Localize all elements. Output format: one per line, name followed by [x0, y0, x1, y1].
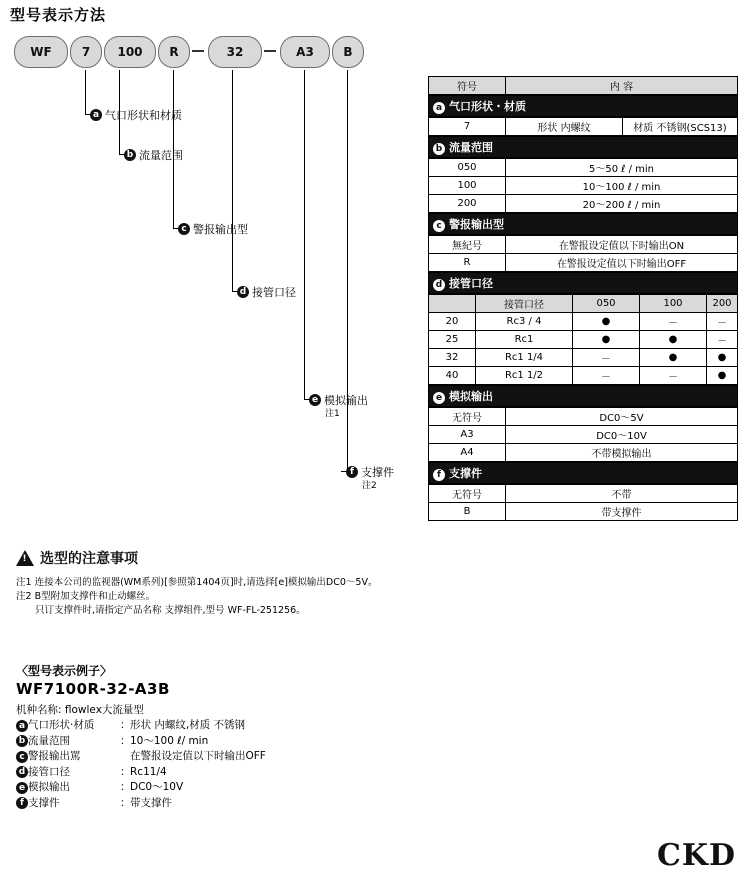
caution-heading: [16, 548, 138, 568]
cell-symbol: 32: [429, 349, 476, 367]
cell-200: ●: [707, 367, 738, 385]
table-bracket: [428, 484, 738, 521]
example-label: 模拟输出: [28, 781, 70, 793]
example-value: Rc11/4: [130, 765, 167, 778]
example-code: WF7100R-32-A3B: [16, 680, 170, 698]
leader-line-f: [347, 70, 348, 471]
cell-100: －: [640, 313, 707, 331]
example-label: 支撑件: [28, 796, 60, 809]
leader-line-d: [232, 70, 233, 291]
example-title: 〈型号表示例子〉: [16, 664, 113, 678]
cell-symbol: A4: [429, 444, 506, 462]
code-box-c[interactable]: R: [158, 36, 190, 68]
callout-d: [237, 284, 296, 300]
cell-value: 在警报设定值以下时输出ON: [506, 236, 738, 254]
cell-050: ●: [573, 331, 640, 349]
table-row: [429, 159, 738, 177]
cell-symbol: 25: [429, 331, 476, 349]
table-pipe-diameter: [428, 294, 738, 385]
callout-e-label: 模拟输出: [324, 394, 368, 407]
code-box-b[interactable]: 100: [104, 36, 156, 68]
example-sep: ：: [120, 765, 131, 778]
callout-b: [124, 147, 183, 163]
example-sep: ：: [120, 719, 131, 731]
cell-symbol: R: [429, 254, 506, 272]
section-band-c: [428, 213, 738, 235]
example-label: 警报输出駡: [28, 750, 81, 762]
cell-100: ●: [640, 331, 707, 349]
example-row-a: [16, 718, 266, 734]
cell-value: 不带模拟输出: [506, 444, 738, 462]
table-flow-range: [428, 158, 738, 213]
table-row: [429, 118, 738, 136]
example-value: DC0～10V: [130, 781, 184, 793]
section-title-c: 警报输出型: [449, 218, 504, 231]
table-row: [429, 408, 738, 426]
cell-100: －: [640, 367, 707, 385]
cell-value: 带支撑件: [506, 503, 738, 521]
cell-200: ●: [707, 349, 738, 367]
cell-symbol: 050: [429, 159, 506, 177]
section-title-d: 接管口径: [449, 277, 493, 290]
example-value: 形状 内螺纹,材质 不锈钢: [130, 719, 246, 731]
bullet-a-ex: a: [16, 720, 28, 732]
cell-symbol: 100: [429, 177, 506, 195]
code-box-e[interactable]: A3: [280, 36, 330, 68]
example-list: [16, 718, 266, 811]
callout-a: [90, 107, 182, 123]
table-row: [429, 349, 738, 367]
section-title-b: 流量范围: [449, 141, 493, 154]
example-model-name: 机种名称: flowlex大流量型: [16, 704, 144, 716]
bullet-a-band: a: [433, 102, 445, 114]
bullet-d: d: [237, 286, 249, 298]
table-analog-output: [428, 407, 738, 462]
cell-050: －: [573, 367, 640, 385]
cell-material: 材质 不锈钢(SCS13): [623, 118, 738, 136]
cell-head-blank: [429, 295, 476, 313]
cell-symbol: B: [429, 503, 506, 521]
bullet-e: e: [309, 394, 321, 406]
cell-diameter: Rc1 1/2: [476, 367, 573, 385]
spec-header-symbol: 符号: [429, 77, 506, 95]
bullet-f: f: [346, 466, 358, 478]
callout-c-label: 警报输出型: [193, 223, 248, 236]
example-sep: ：: [120, 781, 131, 793]
cell-diameter: Rc1: [476, 331, 573, 349]
example-value: 10～100 ℓ/ min: [130, 734, 209, 747]
section-band-e: [428, 385, 738, 407]
callout-a-label: 气口形状和材质: [105, 109, 182, 122]
example-row-d: [16, 765, 266, 781]
bullet-c-ex: c: [16, 751, 28, 763]
bullet-d-band: d: [433, 279, 445, 291]
cell-diameter: Rc3 / 4: [476, 313, 573, 331]
table-row: [429, 236, 738, 254]
cell-diameter: Rc1 1/4: [476, 349, 573, 367]
spec-tables: [428, 76, 738, 521]
section-band-b: [428, 136, 738, 158]
cell-200: －: [707, 313, 738, 331]
dash-separator-1: [192, 50, 204, 52]
table-row: [429, 177, 738, 195]
dash-separator-2: [264, 50, 276, 52]
example-value: 带支撑件: [130, 796, 172, 809]
leader-line-a: [85, 70, 86, 114]
example-sep: ：: [120, 796, 131, 809]
warning-icon: [16, 550, 34, 566]
cell-value: 5～50 ℓ / min: [506, 159, 738, 177]
callout-e-note: 注1: [325, 409, 340, 419]
bullet-e-band: e: [433, 392, 445, 404]
cell-050: －: [573, 349, 640, 367]
table-port-shape: [428, 117, 738, 136]
bullet-a: a: [90, 109, 102, 121]
example-row-b: [16, 734, 266, 750]
example-label: 气口形状·材质: [28, 719, 95, 731]
page-title: 型号表示方法: [10, 6, 107, 24]
table-row: [429, 195, 738, 213]
bullet-b-ex: b: [16, 735, 28, 747]
cell-symbol: 7: [429, 118, 506, 136]
example-row-e: [16, 780, 266, 796]
leader-line-e: [304, 70, 305, 399]
cell-head-200: 200: [707, 295, 738, 313]
cell-symbol: 200: [429, 195, 506, 213]
example-value: 在警报设定值以下时输出OFF: [130, 750, 266, 762]
bullet-b: b: [124, 149, 136, 161]
table-alarm-output: [428, 235, 738, 272]
cell-symbol: 无符号: [429, 408, 506, 426]
cell-head-diameter: 接管口径: [476, 295, 573, 313]
callout-d-label: 接管口径: [252, 286, 296, 299]
section-band-f: [428, 462, 738, 484]
code-box-a[interactable]: 7: [70, 36, 102, 68]
table-row: [429, 426, 738, 444]
callout-c: [178, 221, 248, 237]
code-box-f[interactable]: B: [332, 36, 364, 68]
table-row: [429, 503, 738, 521]
example-label: 流量范围: [28, 734, 70, 747]
caution-line-1: 注1 连接本公司的监视器(WM系列)[参照第1404页]时,请选择[e]模拟输出DC0～5V。: [16, 577, 378, 588]
table-header-row: [429, 295, 738, 313]
section-band-a: [428, 95, 738, 117]
cell-value: 在警报设定值以下时输出OFF: [506, 254, 738, 272]
cell-050: ●: [573, 313, 640, 331]
example-sep: ：: [120, 734, 131, 747]
section-band-d: [428, 272, 738, 294]
cell-value: DC0～5V: [506, 408, 738, 426]
table-row: [429, 254, 738, 272]
cell-symbol: 无符号: [429, 485, 506, 503]
cell-100: ●: [640, 349, 707, 367]
bullet-f-ex: f: [16, 797, 28, 809]
bullet-d-ex: d: [16, 766, 28, 778]
cell-symbol: 無紀号: [429, 236, 506, 254]
cell-symbol: 20: [429, 313, 476, 331]
section-title-f: 支撑件: [449, 467, 482, 480]
cell-head-100: 100: [640, 295, 707, 313]
example-row-c: [16, 749, 266, 765]
cell-shape: 形状 内螺纹: [506, 118, 623, 136]
caution-line-2: 注2 B型附加支撑件和止动螺丝。: [16, 591, 156, 602]
callout-b-label: 流量范围: [139, 149, 183, 162]
bullet-b-band: b: [433, 143, 445, 155]
example-label: 接管口径: [28, 765, 70, 778]
cell-value: 20～200 ℓ / min: [506, 195, 738, 213]
cell-symbol: 40: [429, 367, 476, 385]
table-row: [429, 485, 738, 503]
cell-symbol: A3: [429, 426, 506, 444]
caution-line-3: 只订支撑件时,请指定产品名称 支撑组件,型号 WF-FL-251256。: [16, 605, 306, 616]
bullet-c-band: c: [433, 220, 445, 232]
spec-header-table: [428, 76, 738, 95]
cell-200: －: [707, 331, 738, 349]
table-row: [429, 444, 738, 462]
section-title-e: 模拟输出: [449, 390, 493, 403]
callout-f-label: 支撑件: [361, 466, 394, 479]
cell-value: 不带: [506, 485, 738, 503]
caution-body: [16, 576, 377, 618]
caution-title-text: 选型的注意事项: [40, 551, 138, 567]
cell-head-050: 050: [573, 295, 640, 313]
cell-value: 10～100 ℓ / min: [506, 177, 738, 195]
table-row: [429, 313, 738, 331]
example-row-f: [16, 796, 266, 812]
company-logo: CKD: [657, 838, 736, 873]
code-box-wf[interactable]: WF: [14, 36, 68, 68]
code-box-d[interactable]: 32: [208, 36, 262, 68]
bullet-f-band: f: [433, 469, 445, 481]
table-row: [429, 367, 738, 385]
callout-f-note: 注2: [362, 481, 377, 491]
spec-header-content: 内 容: [506, 77, 738, 95]
section-title-a: 气口形状・材质: [449, 100, 526, 113]
cell-value: DC0～10V: [506, 426, 738, 444]
bullet-e-ex: e: [16, 782, 28, 794]
table-row: [429, 331, 738, 349]
bullet-c: c: [178, 223, 190, 235]
